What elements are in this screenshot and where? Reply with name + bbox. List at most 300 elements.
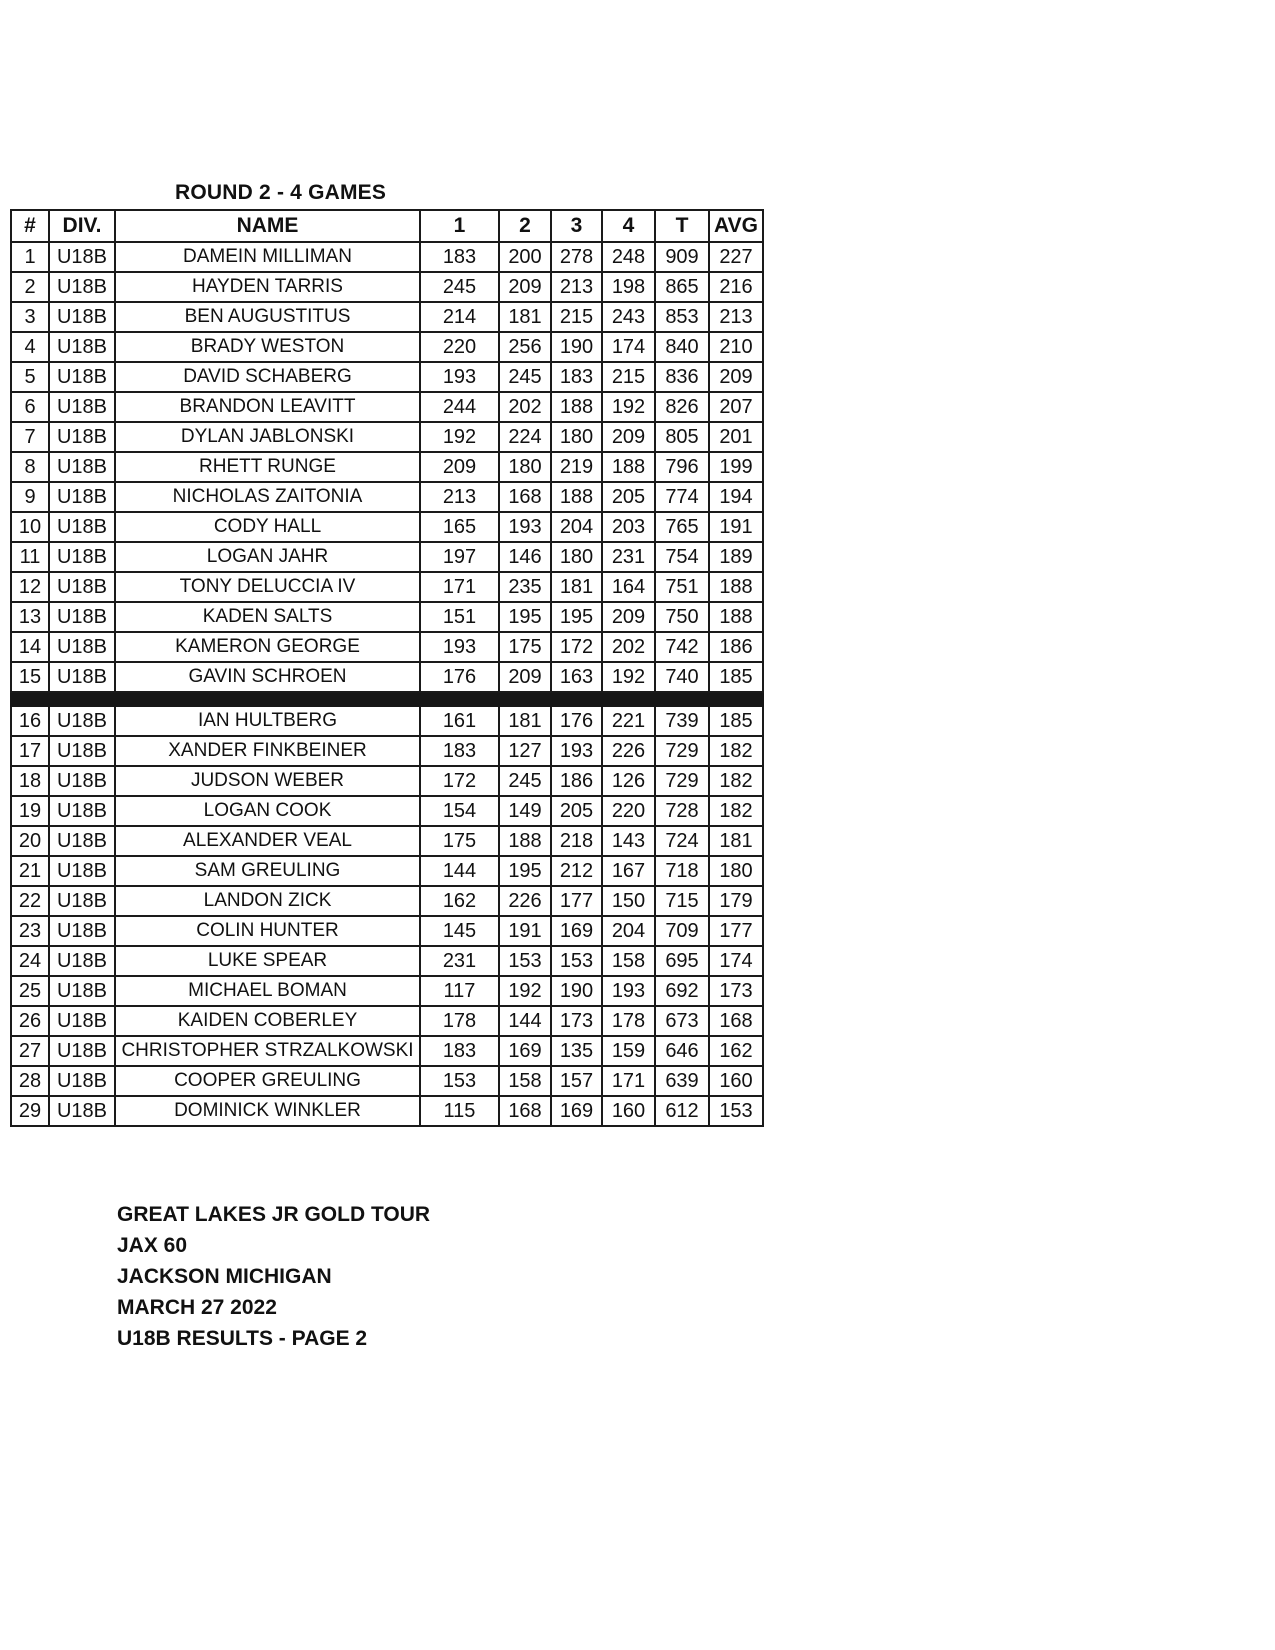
name-cell: CHRISTOPHER STRZALKOWSKI (115, 1036, 420, 1066)
game-2-cell: 209 (499, 662, 551, 692)
total-cell: 692 (655, 976, 709, 1006)
game-3-cell: 219 (551, 452, 602, 482)
average-cell: 168 (709, 1006, 763, 1036)
game-4-cell: 167 (602, 856, 655, 886)
game-2-cell: 226 (499, 886, 551, 916)
average-cell: 188 (709, 572, 763, 602)
game-3-cell: 190 (551, 976, 602, 1006)
total-cell: 740 (655, 662, 709, 692)
name-cell: LOGAN JAHR (115, 542, 420, 572)
rank-cell: 9 (11, 482, 49, 512)
total-cell: 750 (655, 602, 709, 632)
game-1-cell: 153 (420, 1066, 499, 1096)
division-cell: U18B (49, 1096, 115, 1126)
game-3-cell: 169 (551, 1096, 602, 1126)
table-row (11, 1066, 763, 1096)
game-2-cell: 153 (499, 946, 551, 976)
game-4-cell: 159 (602, 1036, 655, 1066)
rank-cell: 10 (11, 512, 49, 542)
total-cell: 836 (655, 362, 709, 392)
total-cell: 729 (655, 736, 709, 766)
name-cell: JUDSON WEBER (115, 766, 420, 796)
event-info (117, 1199, 430, 1354)
game-2-cell: 245 (499, 766, 551, 796)
game-3-cell: 173 (551, 1006, 602, 1036)
game-3-cell: 176 (551, 706, 602, 736)
average-cell: 173 (709, 976, 763, 1006)
rank-cell: 15 (11, 662, 49, 692)
table-row (11, 632, 763, 662)
total-cell: 909 (655, 242, 709, 272)
table-row (11, 662, 763, 692)
col-header-rank: # (11, 210, 49, 242)
game-2-cell: 224 (499, 422, 551, 452)
col-header-game-4: 4 (602, 210, 655, 242)
name-cell: BRANDON LEAVITT (115, 392, 420, 422)
table-row (11, 736, 763, 766)
game-4-cell: 202 (602, 632, 655, 662)
cut-line-bar (11, 692, 763, 706)
rank-cell: 24 (11, 946, 49, 976)
game-4-cell: 209 (602, 602, 655, 632)
name-cell: TONY DELUCCIA IV (115, 572, 420, 602)
col-header-game-2: 2 (499, 210, 551, 242)
name-cell: RHETT RUNGE (115, 452, 420, 482)
total-cell: 840 (655, 332, 709, 362)
average-cell: 182 (709, 766, 763, 796)
table-row (11, 766, 763, 796)
round-title: ROUND 2 - 4 GAMES (175, 181, 387, 204)
game-4-cell: 226 (602, 736, 655, 766)
rank-cell: 13 (11, 602, 49, 632)
game-3-cell: 183 (551, 362, 602, 392)
rank-cell: 2 (11, 272, 49, 302)
total-cell: 729 (655, 766, 709, 796)
table-row (11, 602, 763, 632)
table-row (11, 706, 763, 736)
game-2-cell: 192 (499, 976, 551, 1006)
total-cell: 742 (655, 632, 709, 662)
game-3-cell: 169 (551, 916, 602, 946)
total-cell: 796 (655, 452, 709, 482)
division-cell: U18B (49, 736, 115, 766)
event-date: MARCH 27 2022 (117, 1296, 277, 1319)
division-cell: U18B (49, 706, 115, 736)
game-1-cell: 178 (420, 1006, 499, 1036)
table-row (11, 976, 763, 1006)
average-cell: 182 (709, 736, 763, 766)
average-cell: 227 (709, 242, 763, 272)
game-1-cell: 209 (420, 452, 499, 482)
game-4-cell: 160 (602, 1096, 655, 1126)
rows-above-cut (11, 242, 763, 692)
game-2-cell: 200 (499, 242, 551, 272)
total-cell: 865 (655, 272, 709, 302)
table-row (11, 1006, 763, 1036)
total-cell: 639 (655, 1066, 709, 1096)
game-3-cell: 204 (551, 512, 602, 542)
total-cell: 853 (655, 302, 709, 332)
division-cell: U18B (49, 572, 115, 602)
game-2-cell: 169 (499, 1036, 551, 1066)
table-row (11, 512, 763, 542)
game-1-cell: 231 (420, 946, 499, 976)
total-cell: 709 (655, 916, 709, 946)
rank-cell: 18 (11, 766, 49, 796)
game-2-cell: 175 (499, 632, 551, 662)
name-cell: DAVID SCHABERG (115, 362, 420, 392)
rank-cell: 6 (11, 392, 49, 422)
division-cell: U18B (49, 1066, 115, 1096)
average-cell: 216 (709, 272, 763, 302)
name-cell: XANDER FINKBEINER (115, 736, 420, 766)
game-3-cell: 205 (551, 796, 602, 826)
average-cell: 179 (709, 886, 763, 916)
game-2-cell: 235 (499, 572, 551, 602)
game-2-cell: 191 (499, 916, 551, 946)
division-cell: U18B (49, 1036, 115, 1066)
event-name: JAX 60 (117, 1234, 188, 1257)
cut-divider (11, 692, 763, 706)
game-2-cell: 168 (499, 482, 551, 512)
name-cell: DYLAN JABLONSKI (115, 422, 420, 452)
table-row (11, 572, 763, 602)
name-cell: COLIN HUNTER (115, 916, 420, 946)
game-2-cell: 195 (499, 856, 551, 886)
game-4-cell: 192 (602, 392, 655, 422)
game-1-cell: 162 (420, 886, 499, 916)
name-cell: KADEN SALTS (115, 602, 420, 632)
cut-line (11, 692, 763, 706)
total-cell: 695 (655, 946, 709, 976)
game-1-cell: 183 (420, 736, 499, 766)
game-4-cell: 150 (602, 886, 655, 916)
division-cell: U18B (49, 856, 115, 886)
game-2-cell: 193 (499, 512, 551, 542)
game-3-cell: 195 (551, 602, 602, 632)
game-2-cell: 168 (499, 1096, 551, 1126)
division-cell: U18B (49, 512, 115, 542)
game-2-cell: 146 (499, 542, 551, 572)
game-4-cell: 243 (602, 302, 655, 332)
total-cell: 718 (655, 856, 709, 886)
rank-cell: 7 (11, 422, 49, 452)
game-1-cell: 214 (420, 302, 499, 332)
game-2-cell: 127 (499, 736, 551, 766)
average-cell: 185 (709, 662, 763, 692)
game-3-cell: 177 (551, 886, 602, 916)
division-cell: U18B (49, 886, 115, 916)
name-cell: NICHOLAS ZAITONIA (115, 482, 420, 512)
total-cell: 805 (655, 422, 709, 452)
game-3-cell: 213 (551, 272, 602, 302)
name-cell: COOPER GREULING (115, 1066, 420, 1096)
table-row (11, 452, 763, 482)
division-cell: U18B (49, 766, 115, 796)
rank-cell: 16 (11, 706, 49, 736)
header-row (11, 210, 763, 242)
game-2-cell: 195 (499, 602, 551, 632)
rank-cell: 12 (11, 572, 49, 602)
game-3-cell: 135 (551, 1036, 602, 1066)
game-3-cell: 180 (551, 542, 602, 572)
results-table (10, 209, 764, 1127)
game-2-cell: 144 (499, 1006, 551, 1036)
division-cell: U18B (49, 826, 115, 856)
table-row (11, 1036, 763, 1066)
game-1-cell: 213 (420, 482, 499, 512)
game-1-cell: 245 (420, 272, 499, 302)
game-1-cell: 176 (420, 662, 499, 692)
rank-cell: 11 (11, 542, 49, 572)
game-4-cell: 143 (602, 826, 655, 856)
game-2-cell: 202 (499, 392, 551, 422)
division-cell: U18B (49, 1006, 115, 1036)
table-row (11, 856, 763, 886)
name-cell: CODY HALL (115, 512, 420, 542)
division-cell: U18B (49, 602, 115, 632)
tour-name: GREAT LAKES JR GOLD TOUR (117, 1203, 431, 1226)
average-cell: 199 (709, 452, 763, 482)
total-cell: 765 (655, 512, 709, 542)
name-cell: BEN AUGUSTITUS (115, 302, 420, 332)
game-3-cell: 218 (551, 826, 602, 856)
division-cell: U18B (49, 542, 115, 572)
rank-cell: 25 (11, 976, 49, 1006)
game-3-cell: 186 (551, 766, 602, 796)
table-row (11, 916, 763, 946)
total-cell: 646 (655, 1036, 709, 1066)
total-cell: 826 (655, 392, 709, 422)
average-cell: 201 (709, 422, 763, 452)
average-cell: 210 (709, 332, 763, 362)
table-row (11, 1096, 763, 1126)
name-cell: LUKE SPEAR (115, 946, 420, 976)
name-cell: MICHAEL BOMAN (115, 976, 420, 1006)
division-cell: U18B (49, 452, 115, 482)
game-1-cell: 151 (420, 602, 499, 632)
game-3-cell: 157 (551, 1066, 602, 1096)
game-2-cell: 209 (499, 272, 551, 302)
average-cell: 186 (709, 632, 763, 662)
rank-cell: 8 (11, 452, 49, 482)
name-cell: DAMEIN MILLIMAN (115, 242, 420, 272)
game-3-cell: 193 (551, 736, 602, 766)
average-cell: 209 (709, 362, 763, 392)
table-row (11, 332, 763, 362)
rank-cell: 21 (11, 856, 49, 886)
game-2-cell: 256 (499, 332, 551, 362)
game-1-cell: 193 (420, 362, 499, 392)
game-4-cell: 192 (602, 662, 655, 692)
division-cell: U18B (49, 482, 115, 512)
total-cell: 612 (655, 1096, 709, 1126)
col-header-average: AVG (709, 210, 763, 242)
table-row (11, 362, 763, 392)
game-1-cell: 172 (420, 766, 499, 796)
rank-cell: 4 (11, 332, 49, 362)
average-cell: 207 (709, 392, 763, 422)
rank-cell: 26 (11, 1006, 49, 1036)
col-header-division: DIV. (49, 210, 115, 242)
game-2-cell: 181 (499, 706, 551, 736)
game-4-cell: 178 (602, 1006, 655, 1036)
game-3-cell: 188 (551, 392, 602, 422)
total-cell: 728 (655, 796, 709, 826)
game-3-cell: 278 (551, 242, 602, 272)
name-cell: BRADY WESTON (115, 332, 420, 362)
average-cell: 162 (709, 1036, 763, 1066)
game-1-cell: 197 (420, 542, 499, 572)
rank-cell: 1 (11, 242, 49, 272)
table-row (11, 946, 763, 976)
rank-cell: 27 (11, 1036, 49, 1066)
results-page-label: U18B RESULTS - PAGE 2 (117, 1327, 368, 1350)
average-cell: 188 (709, 602, 763, 632)
event-location: JACKSON MICHIGAN (117, 1265, 332, 1288)
total-cell: 754 (655, 542, 709, 572)
rank-cell: 29 (11, 1096, 49, 1126)
game-1-cell: 183 (420, 1036, 499, 1066)
game-2-cell: 188 (499, 826, 551, 856)
name-cell: DOMINICK WINKLER (115, 1096, 420, 1126)
total-cell: 715 (655, 886, 709, 916)
name-cell: ALEXANDER VEAL (115, 826, 420, 856)
average-cell: 182 (709, 796, 763, 826)
rank-cell: 14 (11, 632, 49, 662)
game-4-cell: 164 (602, 572, 655, 602)
division-cell: U18B (49, 662, 115, 692)
division-cell: U18B (49, 946, 115, 976)
game-3-cell: 172 (551, 632, 602, 662)
total-cell: 673 (655, 1006, 709, 1036)
table-row (11, 302, 763, 332)
col-header-total: T (655, 210, 709, 242)
name-cell: KAMERON GEORGE (115, 632, 420, 662)
division-cell: U18B (49, 332, 115, 362)
average-cell: 153 (709, 1096, 763, 1126)
total-cell: 774 (655, 482, 709, 512)
rank-cell: 22 (11, 886, 49, 916)
game-4-cell: 188 (602, 452, 655, 482)
division-cell: U18B (49, 272, 115, 302)
name-cell: LANDON ZICK (115, 886, 420, 916)
total-cell: 724 (655, 826, 709, 856)
game-4-cell: 171 (602, 1066, 655, 1096)
name-cell: IAN HULTBERG (115, 706, 420, 736)
rank-cell: 5 (11, 362, 49, 392)
table-row (11, 392, 763, 422)
game-1-cell: 161 (420, 706, 499, 736)
game-4-cell: 203 (602, 512, 655, 542)
game-1-cell: 117 (420, 976, 499, 1006)
average-cell: 189 (709, 542, 763, 572)
table-row (11, 482, 763, 512)
average-cell: 194 (709, 482, 763, 512)
game-4-cell: 204 (602, 916, 655, 946)
name-cell: GAVIN SCHROEN (115, 662, 420, 692)
rank-cell: 28 (11, 1066, 49, 1096)
game-1-cell: 220 (420, 332, 499, 362)
game-1-cell: 165 (420, 512, 499, 542)
table-row (11, 542, 763, 572)
game-3-cell: 188 (551, 482, 602, 512)
division-cell: U18B (49, 976, 115, 1006)
game-4-cell: 126 (602, 766, 655, 796)
game-1-cell: 154 (420, 796, 499, 826)
game-3-cell: 190 (551, 332, 602, 362)
rank-cell: 23 (11, 916, 49, 946)
average-cell: 213 (709, 302, 763, 332)
game-1-cell: 115 (420, 1096, 499, 1126)
average-cell: 185 (709, 706, 763, 736)
game-2-cell: 245 (499, 362, 551, 392)
game-4-cell: 221 (602, 706, 655, 736)
game-2-cell: 180 (499, 452, 551, 482)
rank-cell: 17 (11, 736, 49, 766)
division-cell: U18B (49, 796, 115, 826)
total-cell: 739 (655, 706, 709, 736)
game-1-cell: 193 (420, 632, 499, 662)
division-cell: U18B (49, 302, 115, 332)
rank-cell: 3 (11, 302, 49, 332)
average-cell: 174 (709, 946, 763, 976)
game-4-cell: 215 (602, 362, 655, 392)
game-1-cell: 175 (420, 826, 499, 856)
average-cell: 160 (709, 1066, 763, 1096)
col-header-game-1: 1 (420, 210, 499, 242)
table-row (11, 886, 763, 916)
division-cell: U18B (49, 632, 115, 662)
average-cell: 177 (709, 916, 763, 946)
game-2-cell: 158 (499, 1066, 551, 1096)
game-4-cell: 248 (602, 242, 655, 272)
game-3-cell: 180 (551, 422, 602, 452)
game-3-cell: 215 (551, 302, 602, 332)
game-2-cell: 181 (499, 302, 551, 332)
division-cell: U18B (49, 422, 115, 452)
game-1-cell: 144 (420, 856, 499, 886)
game-4-cell: 198 (602, 272, 655, 302)
game-4-cell: 205 (602, 482, 655, 512)
game-3-cell: 153 (551, 946, 602, 976)
game-1-cell: 183 (420, 242, 499, 272)
game-4-cell: 193 (602, 976, 655, 1006)
name-cell: HAYDEN TARRIS (115, 272, 420, 302)
division-cell: U18B (49, 916, 115, 946)
game-4-cell: 174 (602, 332, 655, 362)
game-4-cell: 158 (602, 946, 655, 976)
game-3-cell: 163 (551, 662, 602, 692)
game-1-cell: 244 (420, 392, 499, 422)
total-cell: 751 (655, 572, 709, 602)
col-header-game-3: 3 (551, 210, 602, 242)
table-row (11, 826, 763, 856)
rank-cell: 20 (11, 826, 49, 856)
name-cell: SAM GREULING (115, 856, 420, 886)
table-row (11, 796, 763, 826)
division-cell: U18B (49, 362, 115, 392)
col-header-name: NAME (115, 210, 420, 242)
average-cell: 180 (709, 856, 763, 886)
game-3-cell: 212 (551, 856, 602, 886)
division-cell: U18B (49, 392, 115, 422)
table-row (11, 272, 763, 302)
rank-cell: 19 (11, 796, 49, 826)
game-4-cell: 209 (602, 422, 655, 452)
name-cell: LOGAN COOK (115, 796, 420, 826)
game-4-cell: 220 (602, 796, 655, 826)
